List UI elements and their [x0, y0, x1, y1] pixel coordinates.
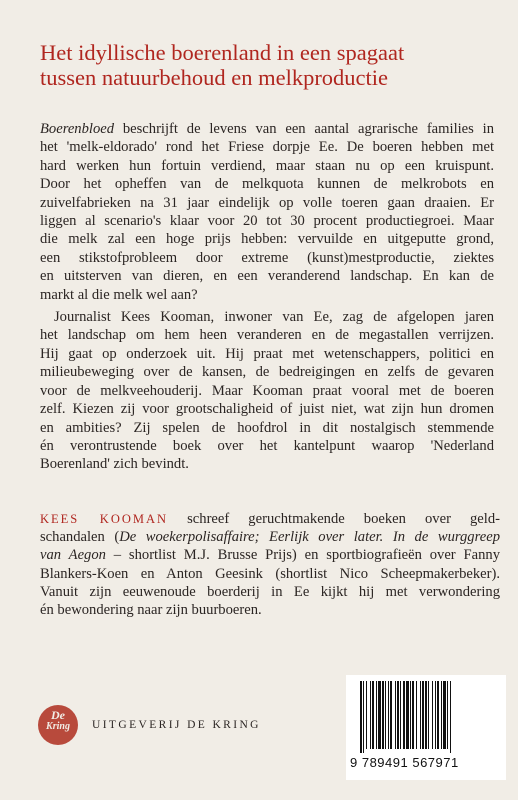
blurb-line: Door het opheffen van de melkquota kunnen de melkrobots en [40, 176, 494, 193]
bio-line: Blankers-Koen en Anton Geesink (shortlist Nico Scheepmakerbeker). [40, 565, 500, 582]
blurb-line: het 'melk-eldorado' rond het Friese dorpje Ee. De boeren hebben met [40, 139, 494, 156]
barcode-bar [437, 681, 439, 749]
bio-line: Vanuit zijn eeuwenoude boerderij in Ee kijkt hij met verwondering [40, 583, 500, 600]
blurb-line: die melk zal een hoge prijs hebben: vervuilde en uitgeputte grond, [40, 231, 494, 248]
barcode-bar [363, 681, 364, 753]
barcode-bar [412, 681, 414, 749]
author-bio [40, 510, 500, 619]
book-title: Boerenbloed [40, 121, 115, 137]
barcode-bar [360, 681, 362, 753]
blurb-line: Boerenbloed beschrijft de levens van een aantal agrarische families in [40, 121, 494, 137]
blurb-paragraph-2 [40, 308, 494, 474]
blurb-line: een stikstofprobleem door extreme (kunst)mestproductie, ziektes [40, 249, 494, 266]
barcode-bars [360, 681, 494, 753]
blurb-line: én verontrustende boek over het kantelpunt waarop 'Nederland [40, 437, 494, 454]
barcode-bar [372, 681, 374, 749]
blurb-line: markt al die melk wel aan? [40, 286, 198, 303]
barcode-bar [410, 681, 411, 749]
barcode-bar [395, 681, 396, 749]
blurb-line: Hij gaat op onderzoek uit. Hij praat met wetenschappers, politici en [40, 345, 494, 362]
bio-line: én bewondering naar zijn buurboeren. [40, 602, 262, 619]
barcode-bar [435, 681, 436, 749]
barcode-bar [432, 681, 433, 749]
barcode [346, 675, 506, 780]
bio-line: van Aegon – shortlist M.J. Brusse Prijs) en sportbiografieën over Fanny [40, 547, 500, 564]
barcode-bar [400, 681, 401, 749]
barcode-bar [382, 681, 384, 749]
barcode-bar [403, 681, 405, 749]
barcode-bar [416, 681, 417, 749]
bio-line: schandalen (De woekerpolisaffaire; Eerlijk over later. In de wurggreep [40, 529, 500, 546]
barcode-bar [390, 681, 392, 749]
publisher-name: UITGEVERIJ DE KRING [92, 719, 261, 731]
headline-line-2: tussen natuurbehoud en melkproductie [40, 65, 389, 90]
barcode-bar [443, 681, 446, 749]
blurb-line: en uitsterven van dieren, en een veranderend landschap. En kan de [40, 268, 494, 285]
barcode-bar [378, 681, 381, 749]
barcode-bar [385, 681, 386, 749]
blurb-line: en ambities? Zij spelen de hoofdrol in dit nostalgisch stemmende [40, 419, 494, 436]
author-name: KEES KOOMAN [40, 512, 169, 526]
blurb-line: liggen al scenario's klaar voor 20 tot 30 procent productiegroei. Maar [40, 213, 494, 230]
blurb-line: Journalist Kees Kooman, inwoner van Ee, zag de afgelopen jaren [54, 309, 494, 326]
headline-line-1: Het idyllische boerenland in een spagaat [40, 40, 405, 65]
barcode-bar [447, 681, 448, 749]
blurb-line: hard werken hun fortuin verdiend, maar staan nu op een kruispunt. [40, 157, 494, 174]
blurb-paragraph-1 [40, 120, 494, 304]
isbn-number: 9 789491 567971 [350, 755, 459, 770]
barcode-bar [376, 681, 377, 749]
barcode-bar [397, 681, 399, 749]
blurb-line: het landschap om hem heen veranderen en de megastallen verrijzen. [40, 327, 494, 344]
barcode-bar [388, 681, 389, 749]
barcode-bar [370, 681, 371, 749]
publisher-block [38, 705, 261, 745]
blurb-line: zelf. Kiezen zij voor grootschaligheid of juist niet, wat zijn hun dromen [40, 401, 494, 418]
barcode-bar [425, 681, 427, 749]
blurb-line: voor de melkveehouderij. Maar Kooman praat vooral met de boeren [40, 382, 494, 399]
headline [40, 40, 500, 90]
publisher-logo: De Kring [38, 705, 78, 745]
blurb-line: milieubeweging over de kansen, de bedreigingen en zelfs de gevaren [40, 364, 494, 381]
barcode-bar [406, 681, 409, 749]
barcode-bar [428, 681, 429, 749]
barcode-bar [420, 681, 421, 749]
bio-line: KEES KOOMAN schreef geruchtmakende boeken over geld- [40, 511, 500, 527]
blurb-line: zuivelfabrieken na 31 jaar eindelijk op volle toeren gaan draaien. Er [40, 194, 494, 211]
barcode-bar [441, 681, 442, 749]
barcode-bar [450, 681, 451, 753]
barcode-bar [366, 681, 367, 749]
blurb [40, 120, 494, 474]
barcode-bar [422, 681, 424, 749]
blurb-line: Boerenland' zich bevindt. [40, 456, 189, 473]
